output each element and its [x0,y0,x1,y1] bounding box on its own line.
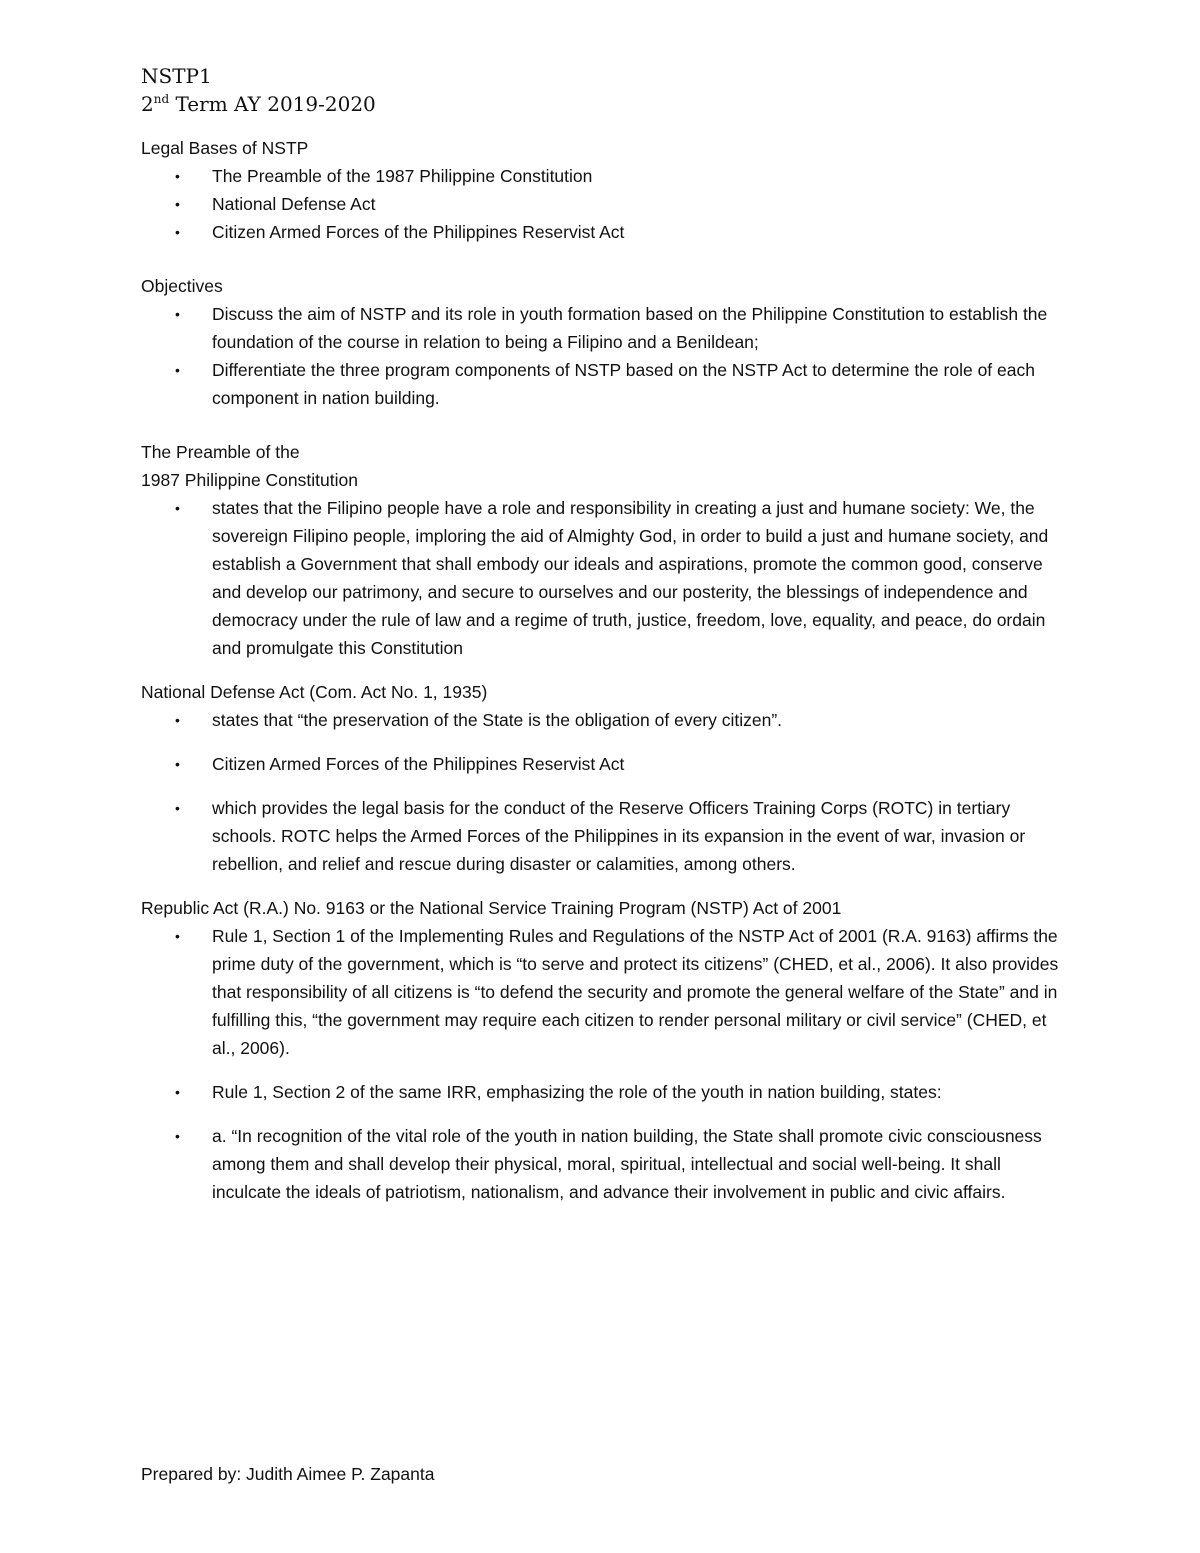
list-item-text: Citizen Armed Forces of the Philippines Reservist Act [212,222,625,242]
list-item [141,1078,1061,1106]
republic-act-list [141,922,1061,1206]
bullet-icon: • [175,1084,180,1100]
list-item [141,190,1061,218]
list-item [141,706,1061,734]
list-item [141,1122,1061,1206]
list-item [141,922,1061,1062]
list-item [141,162,1061,190]
republic-act-heading: Republic Act (R.A.) No. 9163 or the National Service Training Program (NSTP) Act of 2001 [141,898,842,918]
preamble-heading-line1: The Preamble of the [141,442,300,462]
legal-bases-heading: Legal Bases of NSTP [141,138,309,158]
bullet-icon: • [175,928,180,944]
legal-bases-list [141,162,1061,246]
preamble-heading-line2: 1987 Philippine Constitution [141,470,358,490]
list-item [141,300,1061,356]
bullet-icon: • [175,362,180,378]
objectives-heading: Objectives [141,276,223,296]
bullet-icon: • [175,224,180,240]
term-ordinal-suffix: nd [153,92,170,106]
preamble-list [141,494,1061,662]
list-item-text: National Defense Act [212,194,376,214]
list-item-text: states that the Filipino people have a role and responsibility in creating a just and humane society: We, the sovereign Filipino people, imploring the aid of Almighty God, in order to build a just and humane society, and establish a Government that shall embody our ideals and aspirations, promote the common good, conserve and develop our patrimony, and secure to ourselves and our posterity, the blessings of independence and democracy under the rule of law and a regime of truth, justice, freedom, love, equality, and peace, do ordain and promulgate this Constitution [212,498,1049,658]
national-defense-heading: National Defense Act (Com. Act No. 1, 1935) [141,682,488,702]
document-page [141,62,1061,1206]
list-item [141,218,1061,246]
bullet-icon: • [175,500,180,516]
list-item-text: Rule 1, Section 1 of the Implementing Rules and Regulations of the NSTP Act of 2001 (R.A. 9163) affirms the prime duty of the government, which is “to serve and protect its citizens” (CHED, et al., 2006). It also provides that responsibility of all citizens is “to defend the security and promote the general welfare of the State” and in fulfilling this, “the government may require each citizen to render personal military or civil service” (CHED, et al., 2006). [212,926,1059,1058]
national-defense-list [141,706,1061,878]
list-item [141,356,1061,412]
prepared-by-footer: Prepared by: Judith Aimee P. Zapanta [141,1464,435,1484]
list-item-text: Citizen Armed Forces of the Philippines Reservist Act [212,754,625,774]
objectives-list [141,300,1061,412]
list-item-text: states that “the preservation of the State is the obligation of every citizen”. [212,710,783,730]
list-item-text: The Preamble of the 1987 Philippine Constitution [212,166,593,186]
bullet-icon: • [175,1128,180,1144]
bullet-icon: • [175,306,180,322]
term-line [141,90,1061,118]
bullet-icon: • [175,712,180,728]
bullet-icon: • [175,800,180,816]
list-item [141,750,1061,778]
term-ordinal-number: 2 [141,92,154,116]
bullet-icon: • [175,756,180,772]
list-item-text: which provides the legal basis for the conduct of the Reserve Officers Training Corps (ROTC) in tertiary schools. ROTC helps the Armed Forces of the Philippines in its expansion in the event of war, invasion or rebellion, and relief and rescue during disaster or calamities, among others. [212,798,1026,874]
course-title: NSTP1 [141,64,212,88]
list-item-text: Discuss the aim of NSTP and its role in youth formation based on the Philippine Constitution to establish the foundation of the course in relation to being a Filipino and a Benildean; [212,304,1048,352]
list-item-text: Differentiate the three program components of NSTP based on the NSTP Act to determine the role of each component in nation building. [212,360,1035,408]
bullet-icon: • [175,196,180,212]
term-rest: Term AY 2019-2020 [169,92,376,116]
list-item [141,494,1061,662]
bullet-icon: • [175,168,180,184]
list-item-text: Rule 1, Section 2 of the same IRR, emphasizing the role of the youth in nation building, states: [212,1082,942,1102]
list-item-text: a. “In recognition of the vital role of the youth in nation building, the State shall promote civic consciousness among them and shall develop their physical, moral, spiritual, intellectual and social well-being. It shall inculcate the ideals of patriotism, nationalism, and advance their involvement in public and civic affairs. [212,1126,1042,1202]
list-item [141,794,1061,878]
